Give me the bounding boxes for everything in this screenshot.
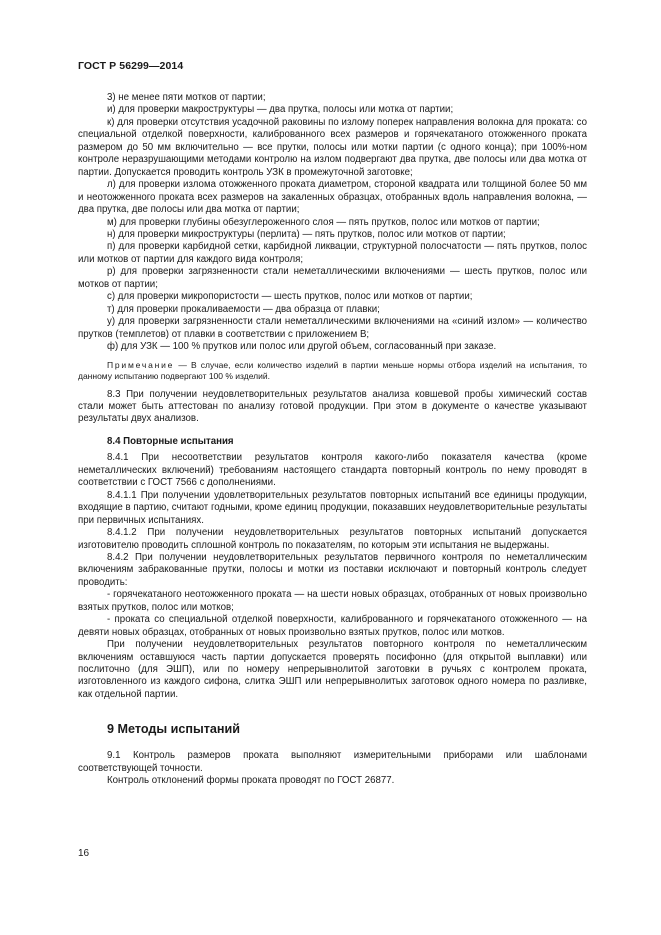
note-text: — В случае, если количество изделий в партии меньше нормы отбора изделий на испытания, то данному испытанию подвергают 100 % изделий. [78, 359, 587, 381]
list-item-s: с) для проверки микропористости — шесть прутков, полос или мотков от партии; [107, 291, 473, 303]
list-item-i: и) для проверки макроструктуры — два прутка, полосы или мотка от партии; [107, 104, 454, 116]
list-item-n: н) для проверки микроструктуры (перлита) — пять прутков, полос или мотков от партии; [107, 228, 506, 240]
list-item-k: к) для проверки отсутствия усадочной раковины по излому поперек направления волокна для проката: со специальной отделкой поверхности, калиброванного всех размеров и горячекатаного отожженного проката размером до 50 мм включительно — все прутки, полосы или мотки партии (с одного конца); при 100%-ном контроле неразрушающими методами контролю на излом подвергают два прутка, две полосы или два мотка от партии. Допускается проводить контроль УЗК в промежуточной заготовке; [78, 116, 587, 178]
page-number: 16 [78, 848, 90, 859]
paragraph-8-4-1-2: 8.4.1.2 При получении неудовлетворительных результатов повторных испытаний допускается изготовителю проводить сплошной контроль по показателям, по которым эти испытания не выдержаны. [78, 527, 587, 551]
section-9-heading: 9 Методы испытаний [107, 722, 240, 737]
paragraph-8-4-2-item-1: - горячекатаного неотожженного проката — на шести новых образцах, отобранных от новых произвольно взятых прутков, полос или мотков; [78, 589, 587, 613]
list-item-m: м) для проверки глубины обезуглероженного слоя — пять прутков, полос или мотков от партии; [107, 216, 540, 228]
page-content [78, 92, 587, 788]
list-item-3: 3) не менее пяти мотков от партии; [107, 92, 266, 103]
paragraph-8-4-1: 8.4.1 При несоответствии результатов контроля какого-либо показателя качества (кроме неметаллических включений) требованиям настоящего стандарта повторный контроль по нему проводят в соответствии с ГОСТ 7566 с дополнениями. [78, 452, 587, 489]
paragraph-8-4-2-item-2: - проката со специальной отделкой поверхности, калиброванного и горячекатаного отожженного — на девяти новых образцах, отобранных от новых произвольно взятых прутков, полос или мотков. [78, 614, 587, 638]
list-item-u: у) для проверки загрязненности стали неметаллическими включениями на «синий излом» — количество прутков (темплетов) от плавки в соответствии с приложением В; [78, 316, 587, 340]
section-8-4-heading: 8.4 Повторные испытания [107, 435, 234, 447]
paragraph-8-4-2: 8.4.2 При получении неудовлетворительных результатов первичного контроля по неметаллическим включениям забракованные прутки, полосы и мотки из поставки исключают и повторный контроль следует проводить: [78, 551, 587, 588]
note-label: Примечание [107, 359, 175, 370]
document-header: ГОСТ Р 56299—2014 [78, 60, 184, 72]
paragraph-8-4-1-1: 8.4.1.1 При получении удовлетворительных результатов повторных испытаний все единицы продукции, входящие в партию, считают годными, кроме единиц продукции, показавших неудовлетворительные результаты при первичных испытаниях. [78, 489, 587, 526]
list-item-p: п) для проверки карбидной сетки, карбидной ликвации, структурной полосчатости — пять прутков, полос или мотков от партии для каждого вида контроля; [78, 241, 587, 265]
paragraph-8-3: 8.3 При получении неудовлетворительных результатов анализа ковшевой пробы химический состав стали может быть аттестован по анализу готовой продукции. При этом в документе о качестве указывают результаты двух анализов. [78, 388, 587, 425]
list-item-t: т) для проверки прокаливаемости — два образца от плавки; [107, 303, 380, 315]
list-item-f: ф) для УЗК — 100 % прутков или полос или другой объем, согласованный при заказе. [107, 341, 497, 353]
paragraph-8-4-2-final: При получении неудовлетворительных результатов повторного контроля по неметаллическим включениям оставшуюся часть партии допускается проверять посифонно (для открытой выплавки) или послиточно (для ЭШП), или по номеру непрерывнолитой заготовки в ручьях с контролем проката, изготовленного из каждого сифона, слитка ЭШП или непрерывнолитых заготовок одного номера по разливке, как отдельной партии. [78, 639, 587, 700]
paragraph-9-1: 9.1 Контроль размеров проката выполняют измерительными приборами или шаблонами соответствующей точности. [78, 750, 587, 774]
list-item-l: л) для проверки излома отожженного проката диаметром, стороной квадрата или толщиной более 50 мм и неотожженного проката всех размеров на закаленных образцах, отобранных вдоль направления волокна, — два прутка, две полосы или два мотка от партии; [78, 179, 587, 216]
paragraph-9-1-form: Контроль отклонений формы проката проводят по ГОСТ 26877. [107, 775, 395, 787]
list-item-r: р) для проверки загрязненности стали неметаллическими включениями — шесть прутков, полос или мотков от партии; [78, 266, 587, 290]
note [78, 360, 587, 382]
